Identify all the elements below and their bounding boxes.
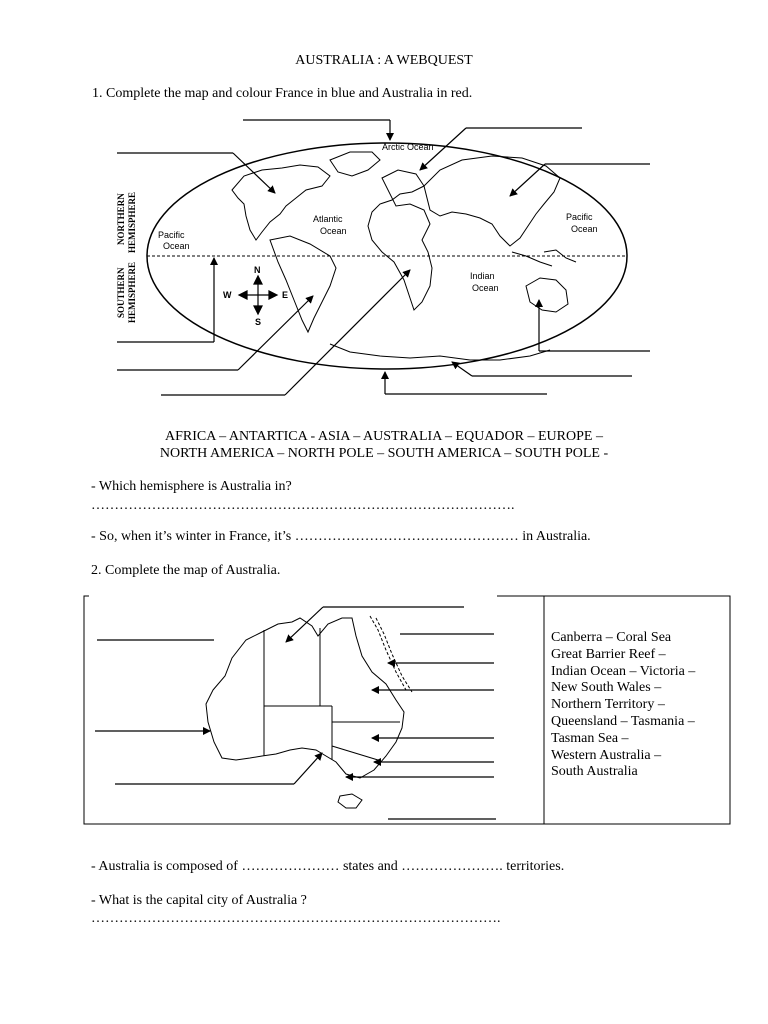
- question-winter: - So, when it’s winter in France, it’s ………………………………………… in Australia.: [91, 529, 591, 544]
- arctic-ocean-label: Arctic Ocean: [382, 142, 434, 152]
- northern-hemisphere-label-1: NORTHERN: [116, 193, 126, 245]
- atlantic-ocean-label-1: Atlantic: [313, 214, 343, 224]
- indian-ocean-label-1: Indian: [470, 271, 495, 281]
- australia-outline: [206, 618, 404, 778]
- word-bank-line-1: AFRICA – ANTARTICA - ASIA – AUSTRALIA – EQUADOR – EUROPE –: [165, 429, 603, 444]
- answer-line-hemisphere[interactable]: ……………………………………………………………………………….: [91, 498, 515, 513]
- answer-line-capital[interactable]: …………………………………………………………………………….: [91, 911, 501, 926]
- question-2-instruction: 2. Complete the map of Australia.: [91, 563, 281, 578]
- word-bank-item: Canberra – Coral Sea: [551, 630, 672, 645]
- pacific-ocean-right-label-1: Pacific: [566, 212, 593, 222]
- word-bank-item: New South Wales –: [551, 680, 662, 696]
- question-composed: - Australia is composed of ………………… states and …………………. territories.: [91, 859, 565, 874]
- word-bank-line-2: NORTH AMERICA – NORTH POLE – SOUTH AMERICA – SOUTH POLE -: [159, 446, 609, 461]
- word-bank-item: Western Australia –: [551, 747, 662, 763]
- compass-s-label: S: [255, 317, 262, 327]
- word-bank-item: Great Barrier Reef –: [551, 646, 666, 662]
- northern-hemisphere-label-2: HEMISPHERE: [127, 191, 137, 253]
- word-bank-item: Indian Ocean – Victoria –: [551, 663, 696, 679]
- great-barrier-reef-outline: [370, 616, 412, 692]
- word-bank-item: Tasman Sea –: [551, 730, 629, 746]
- word-bank-item: Northern Territory –: [551, 697, 665, 713]
- pacific-ocean-right-label-2: Ocean: [571, 224, 598, 234]
- pacific-ocean-left-label-1: Pacific: [158, 230, 185, 240]
- word-bank-item: Queensland – Tasmania –: [551, 713, 695, 729]
- page-title: AUSTRALIA : A WEBQUEST: [295, 53, 473, 68]
- compass-w-label: W: [223, 290, 232, 300]
- word-bank-item: South Australia: [551, 764, 638, 780]
- atlantic-ocean-label-2: Ocean: [320, 226, 347, 236]
- question-capital: - What is the capital city of Australia ?: [91, 893, 307, 908]
- southern-hemisphere-label-1: SOUTHERN: [116, 267, 126, 318]
- question-1-instruction: 1. Complete the map and colour France in blue and Australia in red.: [92, 86, 473, 101]
- question-hemisphere: - Which hemisphere is Australia in?: [91, 479, 292, 494]
- indian-ocean-label-2: Ocean: [472, 283, 499, 293]
- compass-e-label: E: [282, 290, 289, 300]
- pacific-ocean-left-label-2: Ocean: [163, 241, 190, 251]
- australia-word-bank: [551, 630, 695, 781]
- compass-n-label: N: [254, 265, 261, 275]
- southern-hemisphere-label-2: HEMISPHERE: [127, 261, 137, 323]
- tasmania-outline: [338, 794, 362, 808]
- border-nsw-vic: [332, 746, 378, 760]
